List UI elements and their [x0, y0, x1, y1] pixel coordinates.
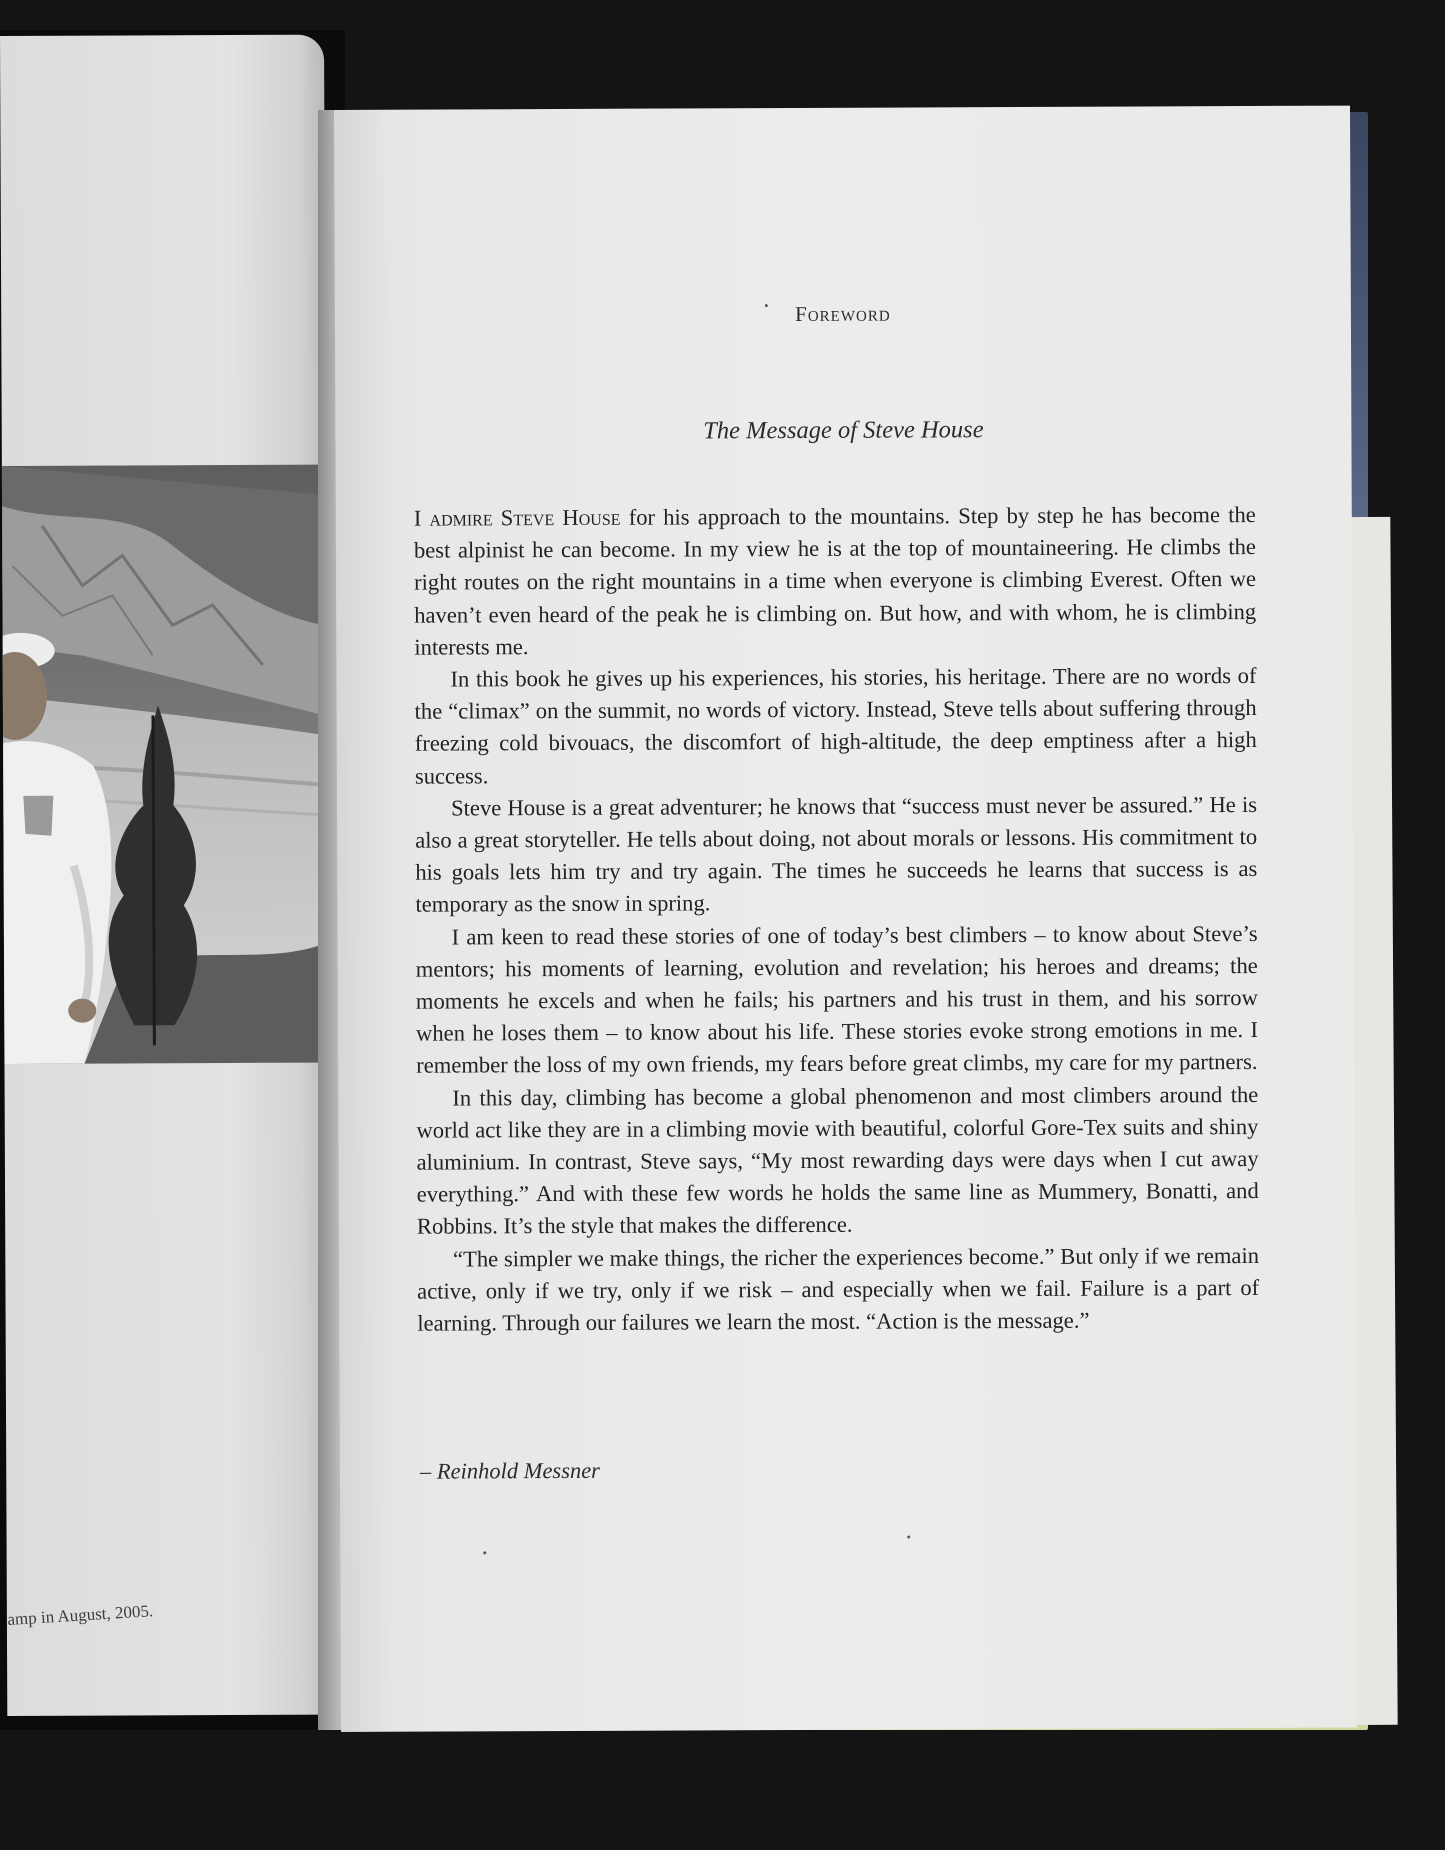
section-title: Foreword	[795, 301, 891, 326]
photo-caption: amp in August, 2005.	[6, 1601, 154, 1629]
mountain-photo	[2, 465, 323, 1064]
paragraph-1-text: for his approach to the mountains. Step by step he has become the best alpinist he can become. In my view he is at the top of mountaineering. He climbs the right routes on the right mountains in a time when everyone is climbing Everest. Often we haven’t even heard of the peak he is climbing on. But how, and with whom, he is climbing interests me.	[413, 501, 1257, 660]
left-page-bleed-through	[35, 1070, 316, 1401]
lead-in-small-caps: I admire Steve House	[413, 504, 621, 531]
paper-speck	[907, 1535, 910, 1538]
signature: – Reinhold Messner	[419, 1457, 600, 1484]
paragraph-3: Steve House is a great adventurer; he knows that “success must never be assured.” He is also a great storyteller. He tells about doing, not about morals or lessons. His commitment to his goals lets him try and try again. The times he succeeds he learns that success is as temporary as the snow in spring.	[415, 791, 1258, 918]
right-page	[334, 106, 1357, 1732]
paper-speck	[483, 1551, 486, 1554]
paragraph-4: I am keen to read these stories of one of today’s best climbers – to know about Steve’s mentors; his moments of learning, evolution and revelation; his heroes and dreams; the moments he excels and when he fails; his partners and his trust in them, and his sorrow when he loses them – to know about his life. These stories evoke strong emotions in me. I remember the loss of my own friends, my fears before great climbs, my care for my partners.	[415, 920, 1259, 1079]
left-page	[0, 35, 331, 1716]
paragraph-1	[414, 499, 1257, 664]
paragraph-5: In this day, climbing has become a global phenomenon and most climbers around the world act like they are in a climbing movie with beautiful, colorful Gore-Tex suits and shiny aluminium. In contrast, Steve says, “My most rewarding days were days when I cut away everything.” And with these few words he holds the same line as Mummery, Bonatti, and Robbins. It’s the style that makes the difference.	[416, 1081, 1259, 1240]
paragraph-6: “The simpler we make things, the richer the experiences become.” But only if we remain active, only if we try, only if we risk – and especially when we fail. Failure is a part of learning. Through our failures we learn the most. “Action is the message.”	[417, 1242, 1260, 1336]
paper-speck	[765, 304, 768, 307]
paragraph-2: In this book he gives up his experiences, his stories, his heritage. There are no words of the “climax” on the summit, no words of victory. Instead, Steve tells about suffering through freezing cold bivouacs, the discomfort of high-altitude, the deep emptiness after a high success.	[414, 662, 1257, 789]
foreword-subtitle: The Message of Steve House	[703, 416, 984, 445]
photo-illustration	[2, 465, 323, 1064]
foreword-body	[414, 499, 1260, 1340]
